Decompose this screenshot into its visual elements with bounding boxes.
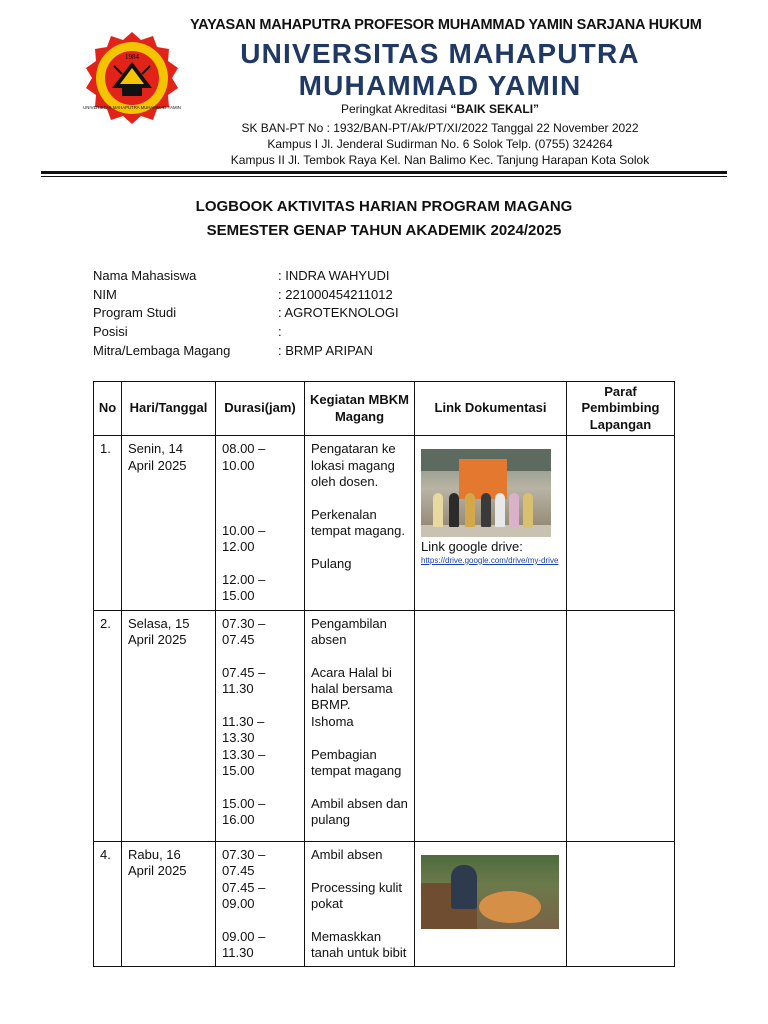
row-time: 09.00 – 11.30 bbox=[222, 928, 266, 961]
university-logo bbox=[78, 26, 186, 130]
logbook-table bbox=[93, 381, 675, 967]
university-name-line2: MUHAMMAD YAMIN bbox=[298, 70, 582, 101]
header-divider-thin bbox=[41, 176, 727, 177]
row-durations bbox=[216, 610, 305, 841]
foundation-name: YAYASAN MAHAPUTRA PROFESOR MUHAMMAD YAMIN SARJANA HUKUM bbox=[190, 17, 702, 33]
row-activities bbox=[305, 610, 415, 841]
row-time: 07.45 – 11.30 bbox=[222, 664, 266, 697]
info-row-name bbox=[93, 268, 493, 287]
student-info bbox=[93, 268, 493, 361]
table-row bbox=[94, 841, 675, 967]
university-name bbox=[190, 38, 690, 102]
row-supervisor-sign bbox=[567, 436, 675, 610]
info-label: Nama Mahasiswa bbox=[93, 268, 197, 283]
documentation-photo-processing bbox=[421, 855, 559, 929]
accreditation bbox=[190, 102, 690, 116]
row-supervisor-sign bbox=[567, 610, 675, 841]
row-activity: Ambil absen bbox=[311, 846, 383, 862]
row-time: 10.00 – 12.00 bbox=[222, 523, 266, 555]
row-day: Rabu, 16 April 2025 bbox=[122, 841, 216, 967]
row-supervisor-sign bbox=[567, 841, 675, 967]
google-drive-label: Link google drive: bbox=[421, 539, 523, 555]
row-durations bbox=[216, 436, 305, 610]
campus-1-address: Kampus I Jl. Jenderal Sudirman No. 6 Solok Telp. (0755) 324264 bbox=[267, 137, 613, 151]
row-activities bbox=[305, 841, 415, 967]
campus-2-address: Kampus II Jl. Tembok Raya Kel. Nan Balimo Kec. Tanjung Harapan Kota Solok bbox=[230, 153, 650, 167]
row-time: 07.30 – 07.45 bbox=[222, 615, 266, 648]
row-time: 08.00 – 10.00 bbox=[222, 441, 266, 473]
header-duration: Durasi(jam) bbox=[216, 382, 305, 436]
university-name-line1: UNIVERSITAS MAHAPUTRA bbox=[240, 38, 640, 69]
info-row-nim bbox=[93, 287, 493, 306]
row-activity: Pembagian tempat magang bbox=[311, 746, 402, 779]
row-documentation bbox=[415, 841, 567, 967]
table-row bbox=[94, 436, 675, 610]
row-activity: Ambil absen dan pulang bbox=[311, 795, 408, 828]
info-row-program bbox=[93, 305, 493, 324]
info-value: : 221000454211012 bbox=[278, 286, 393, 302]
info-label: NIM bbox=[93, 286, 117, 302]
row-day: Selasa, 15 April 2025 bbox=[122, 610, 216, 841]
info-label: Program Studi bbox=[93, 305, 177, 321]
info-row-position bbox=[93, 324, 493, 343]
row-no: 2. bbox=[94, 610, 122, 841]
info-value: : INDRA WAHYUDI bbox=[278, 268, 390, 283]
header-day: Hari/Tanggal bbox=[122, 382, 216, 436]
row-day: Senin, 14 April 2025 bbox=[122, 436, 216, 610]
row-documentation bbox=[415, 436, 567, 610]
row-time: 12.00 – 15.00 bbox=[222, 571, 266, 604]
row-durations bbox=[216, 841, 305, 967]
header-divider-thick bbox=[41, 171, 727, 174]
table-header-row bbox=[94, 382, 675, 436]
row-time: 07.45 – 09.00 bbox=[222, 879, 266, 912]
info-value: : bbox=[278, 324, 282, 340]
row-activity: Pulang bbox=[311, 556, 352, 572]
row-activities bbox=[305, 436, 415, 610]
logo-ring-text: UNIVERSITAS MAHAPUTRA MUHAMMAD YAMIN bbox=[83, 105, 181, 110]
documentation-photo-group bbox=[421, 449, 551, 537]
header-supervisor-sign: Paraf Pembimbing Lapangan bbox=[567, 382, 675, 436]
table-row bbox=[94, 610, 675, 841]
accreditation-prefix: Peringkat Akreditasi bbox=[340, 102, 448, 116]
google-drive-link[interactable]: https://drive.google.com/drive/my-drive bbox=[421, 555, 559, 565]
sk-number: SK BAN-PT No : 1932/BAN-PT/Ak/PT/XI/2022 Tanggal 22 November 2022 bbox=[241, 121, 639, 135]
row-time: 07.30 – 07.45 bbox=[222, 846, 266, 879]
row-activity: Perkenalan tempat magang. bbox=[311, 506, 405, 539]
info-label: Posisi bbox=[93, 324, 128, 340]
row-no: 1. bbox=[94, 436, 122, 610]
document-title-line2: SEMESTER GENAP TAHUN AKADEMIK 2024/2025 bbox=[206, 222, 562, 239]
accreditation-value: “BAIK SEKALI” bbox=[450, 102, 540, 116]
row-activity: Memaskkan tanah untuk bibit bbox=[311, 928, 407, 961]
row-activity: Ishoma bbox=[311, 713, 354, 729]
row-no: 4. bbox=[94, 841, 122, 967]
header-documentation: Link Dokumentasi bbox=[415, 382, 567, 436]
info-value: : BRMP ARIPAN bbox=[278, 342, 373, 358]
info-label: Mitra/Lembaga Magang bbox=[93, 342, 231, 358]
row-activity: Processing kulit pokat bbox=[311, 879, 403, 912]
info-row-partner bbox=[93, 343, 493, 362]
row-activity: Pengambilan absen bbox=[311, 615, 387, 648]
row-activity: Acara Halal bi halal bersama BRMP. bbox=[311, 664, 393, 713]
row-activity: Pengataran ke lokasi magang oleh dosen. bbox=[311, 441, 396, 490]
row-time: 15.00 – 16.00 bbox=[222, 795, 266, 828]
header-no: No bbox=[94, 382, 122, 436]
logo-year: 1984 bbox=[125, 53, 139, 61]
row-time: 13.30 – 15.00 bbox=[222, 746, 266, 779]
row-documentation bbox=[415, 610, 567, 841]
header-activity: Kegiatan MBKM Magang bbox=[305, 382, 415, 436]
row-time: 11.30 – 13.30 bbox=[222, 713, 265, 746]
info-value: : AGROTEKNOLOGI bbox=[278, 305, 399, 321]
document-title-line1: LOGBOOK AKTIVITAS HARIAN PROGRAM MAGANG bbox=[195, 198, 573, 215]
